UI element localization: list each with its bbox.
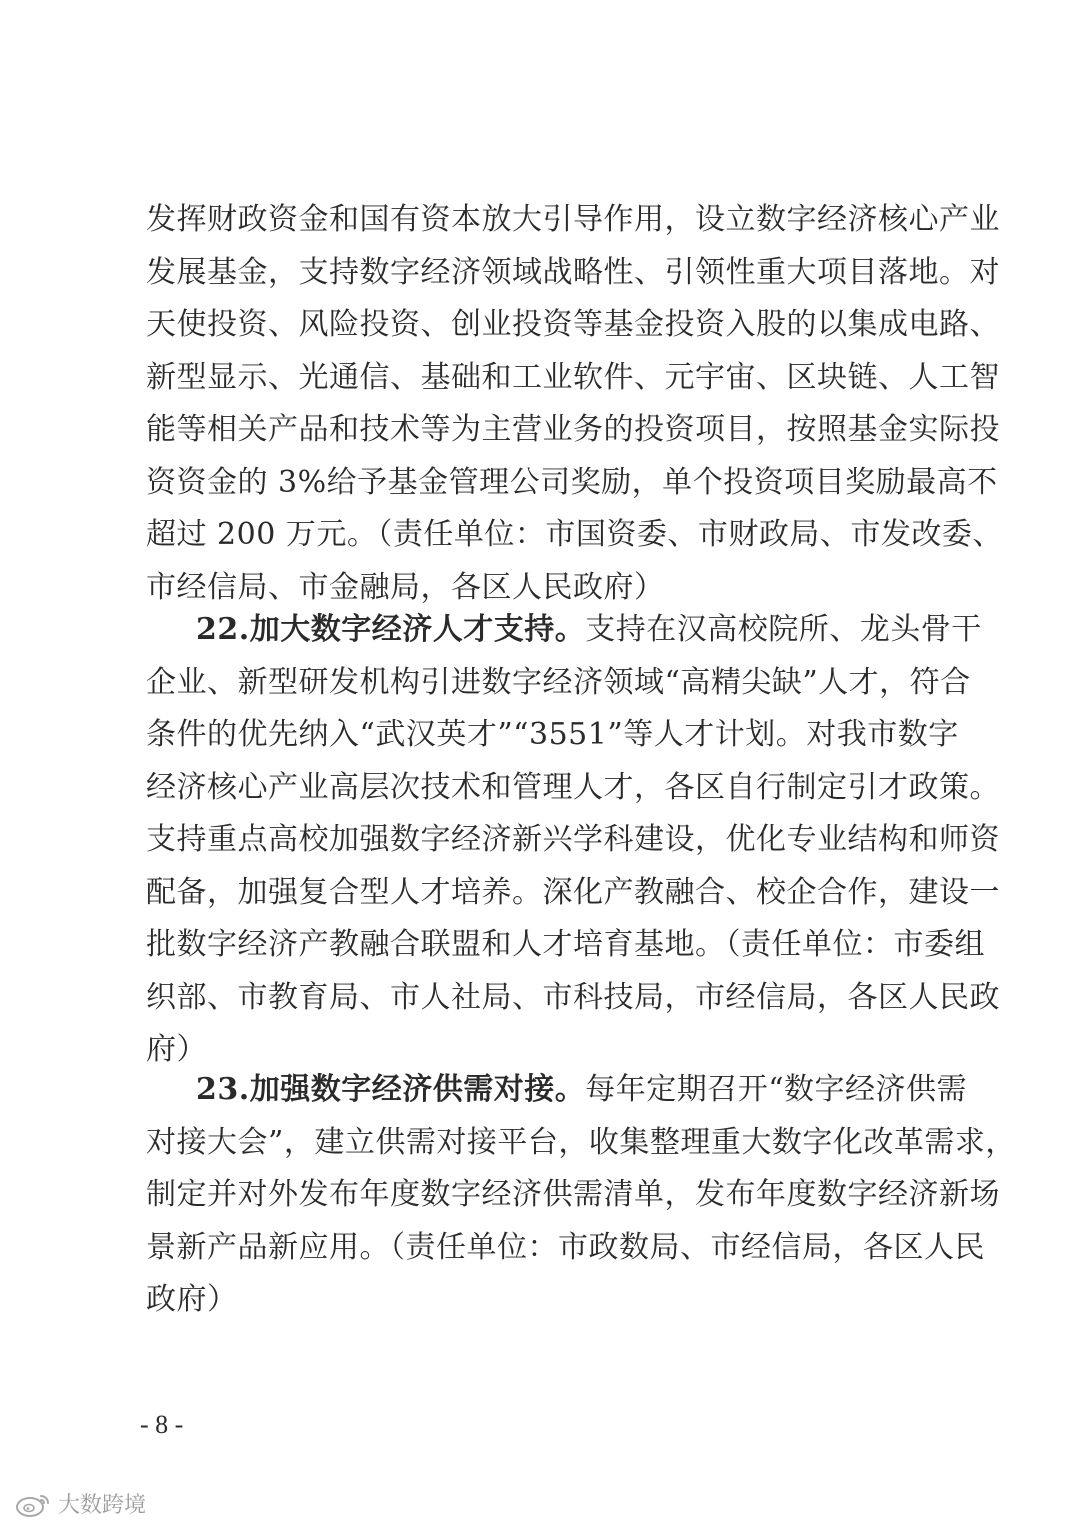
text-span: 每年定期召开“数字经济供需 — [585, 1072, 968, 1107]
watermark — [14, 1488, 146, 1519]
text-line: 织部、市教育局、市人社局、市科技局，市经信局，各区人民政 — [146, 979, 1000, 1015]
section-heading: 23.加强数字经济供需对接。 — [196, 1072, 586, 1107]
text-line: 政府） — [146, 1282, 238, 1317]
watermark-text: 大数跨境 — [58, 1493, 147, 1518]
paragraph-first-line — [146, 604, 982, 657]
text-line: 批数字经济产教融合联盟和人才培育基地。（责任单位：市委组 — [146, 927, 985, 962]
paragraph-talent-support — [146, 604, 1000, 1077]
text-line: 支持重点高校加强数字经济新兴学科建设，优化专业结构和师资 — [146, 822, 1000, 857]
paragraph-fund-support — [146, 194, 1003, 614]
text-line: 府） — [146, 1032, 207, 1067]
text-line: 经济核心产业高层次技术和管理人才，各区自行制定引才政策。 — [146, 769, 1000, 805]
text-line: 市经信局、市金融局，各区人民政府） — [146, 569, 665, 605]
text-line: 制定并对外发布年度数字经济供需清单，发布年度数字经济新场 — [146, 1177, 1000, 1212]
paragraph-supply-demand — [146, 1064, 1016, 1327]
text-line: 条件的优先纳入“武汉英才”“3551”等人才计划。对我市数字 — [146, 717, 959, 752]
text-line: 超过 200 万元。（责任单位：市国资委、市财政局、市发改委、 — [146, 517, 1003, 552]
text-line: 天使投资、风险投资、创业投资等基金投资入股的以集成电路、 — [146, 307, 1000, 342]
text-line: 能等相关产品和技术等为主营业务的投资项目，按照基金实际投 — [146, 412, 1000, 447]
weibo-logo-icon — [14, 1490, 54, 1518]
text-span: 支持在汉高校院所、龙头骨干 — [585, 612, 982, 647]
text-line: 景新产品新应用。（责任单位：市政数局、市经信局，各区人民 — [146, 1229, 985, 1265]
text-line: 发展基金，支持数字经济领域战略性、引领性重大项目落地。对 — [146, 254, 1000, 290]
text-line: 配备，加强复合型人才培养。深化产教融合、校企合作，建设一 — [146, 874, 1000, 910]
text-line: 新型显示、光通信、基础和工业软件、元宇宙、区块链、人工智 — [146, 359, 1000, 395]
text-line: 资资金的 3%给予基金管理公司奖励，单个投资项目奖励最高不 — [146, 464, 998, 500]
page-number: - 8 - — [140, 1410, 184, 1439]
text-line: 对接大会”，建立供需对接平台，收集整理重大数字化改革需求， — [146, 1124, 1016, 1160]
section-heading: 22.加大数字经济人才支持。 — [196, 612, 586, 647]
text-line: 发挥财政资金和国有资本放大引导作用，设立数字经济核心产业 — [146, 202, 1000, 237]
paragraph-first-line — [146, 1064, 968, 1117]
text-line: 企业、新型研发机构引进数字经济领域“高精尖缺”人才，符合 — [146, 664, 971, 700]
